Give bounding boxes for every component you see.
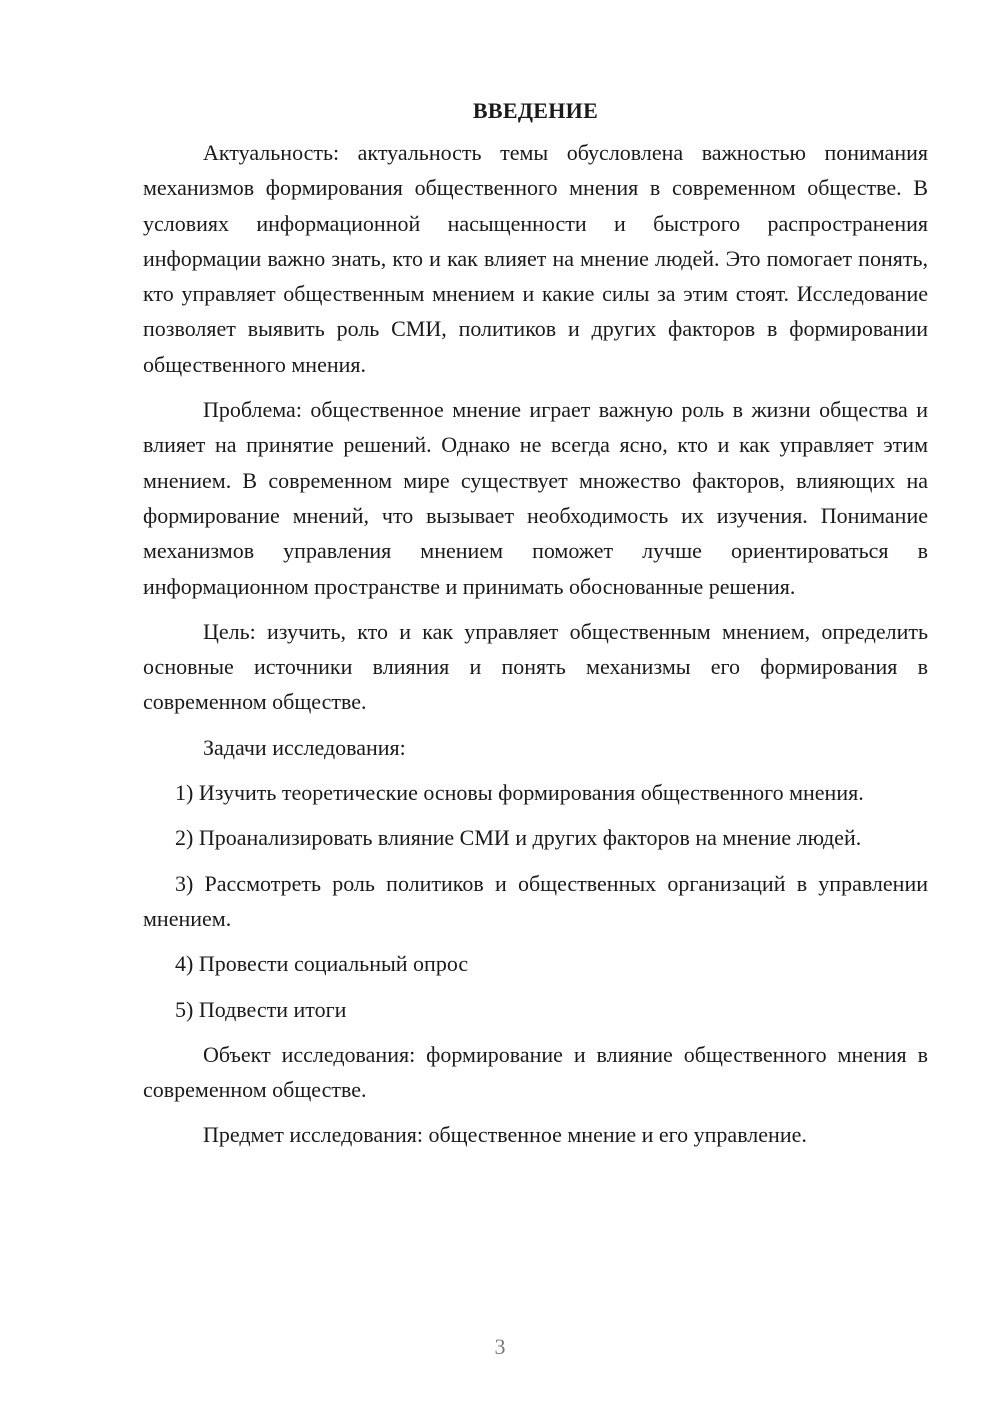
document-page <box>143 96 928 1163</box>
tasks-intro-paragraph: Задачи исследования: <box>203 734 406 760</box>
relevance-paragraph: Актуальность: актуальность темы обусловлена важностью понимания механизмов формирования общественного мнения в современном обществе. В условиях информационной насыщенности и быстрого распространения информации важно знать, кто и как влияет на мнение людей. Это помогает понять, кто управляет общественным мнением и какие силы за этим стоят. Исследование позволяет выявить роль СМИ, политиков и других факторов в формировании общественного мнения. <box>143 140 928 377</box>
subject-paragraph: Предмет исследования: общественное мнение и его управление. <box>203 1122 807 1148</box>
task-item: 5) Подвести итоги <box>175 996 347 1022</box>
task-item: 4) Провести социальный опрос <box>175 951 469 977</box>
goal-paragraph: Цель: изучить, кто и как управляет общественным мнением, определить основные источники влияния и понять механизмы его формирования в современном обществе. <box>143 618 928 715</box>
problem-paragraph: Проблема: общественное мнение играет важную роль в жизни общества и влияет на принятие решений. Однако не всегда ясно, кто и как управляет этим мнением. В современном мире существует множество факторов, влияющих на формирование мнений, что вызывает необходимость их изучения. Понимание механизмов управления мнением поможет лучше ориентироваться в информационном пространстве и принимать обоснованные решения. <box>143 397 928 599</box>
task-item: 1) Изучить теоретические основы формирования общественного мнения. <box>175 780 864 806</box>
object-paragraph: Объект исследования: формирование и влияние общественного мнения в современном обществе. <box>143 1041 928 1103</box>
page-number: 3 <box>494 1334 506 1359</box>
task-item: 2) Проанализировать влияние СМИ и других факторов на мнение людей. <box>175 825 862 851</box>
section-heading: ВВЕДЕНИЕ <box>472 98 599 123</box>
task-item: 3) Рассмотреть роль политиков и общественных организаций в управлении мнением. <box>143 870 928 931</box>
